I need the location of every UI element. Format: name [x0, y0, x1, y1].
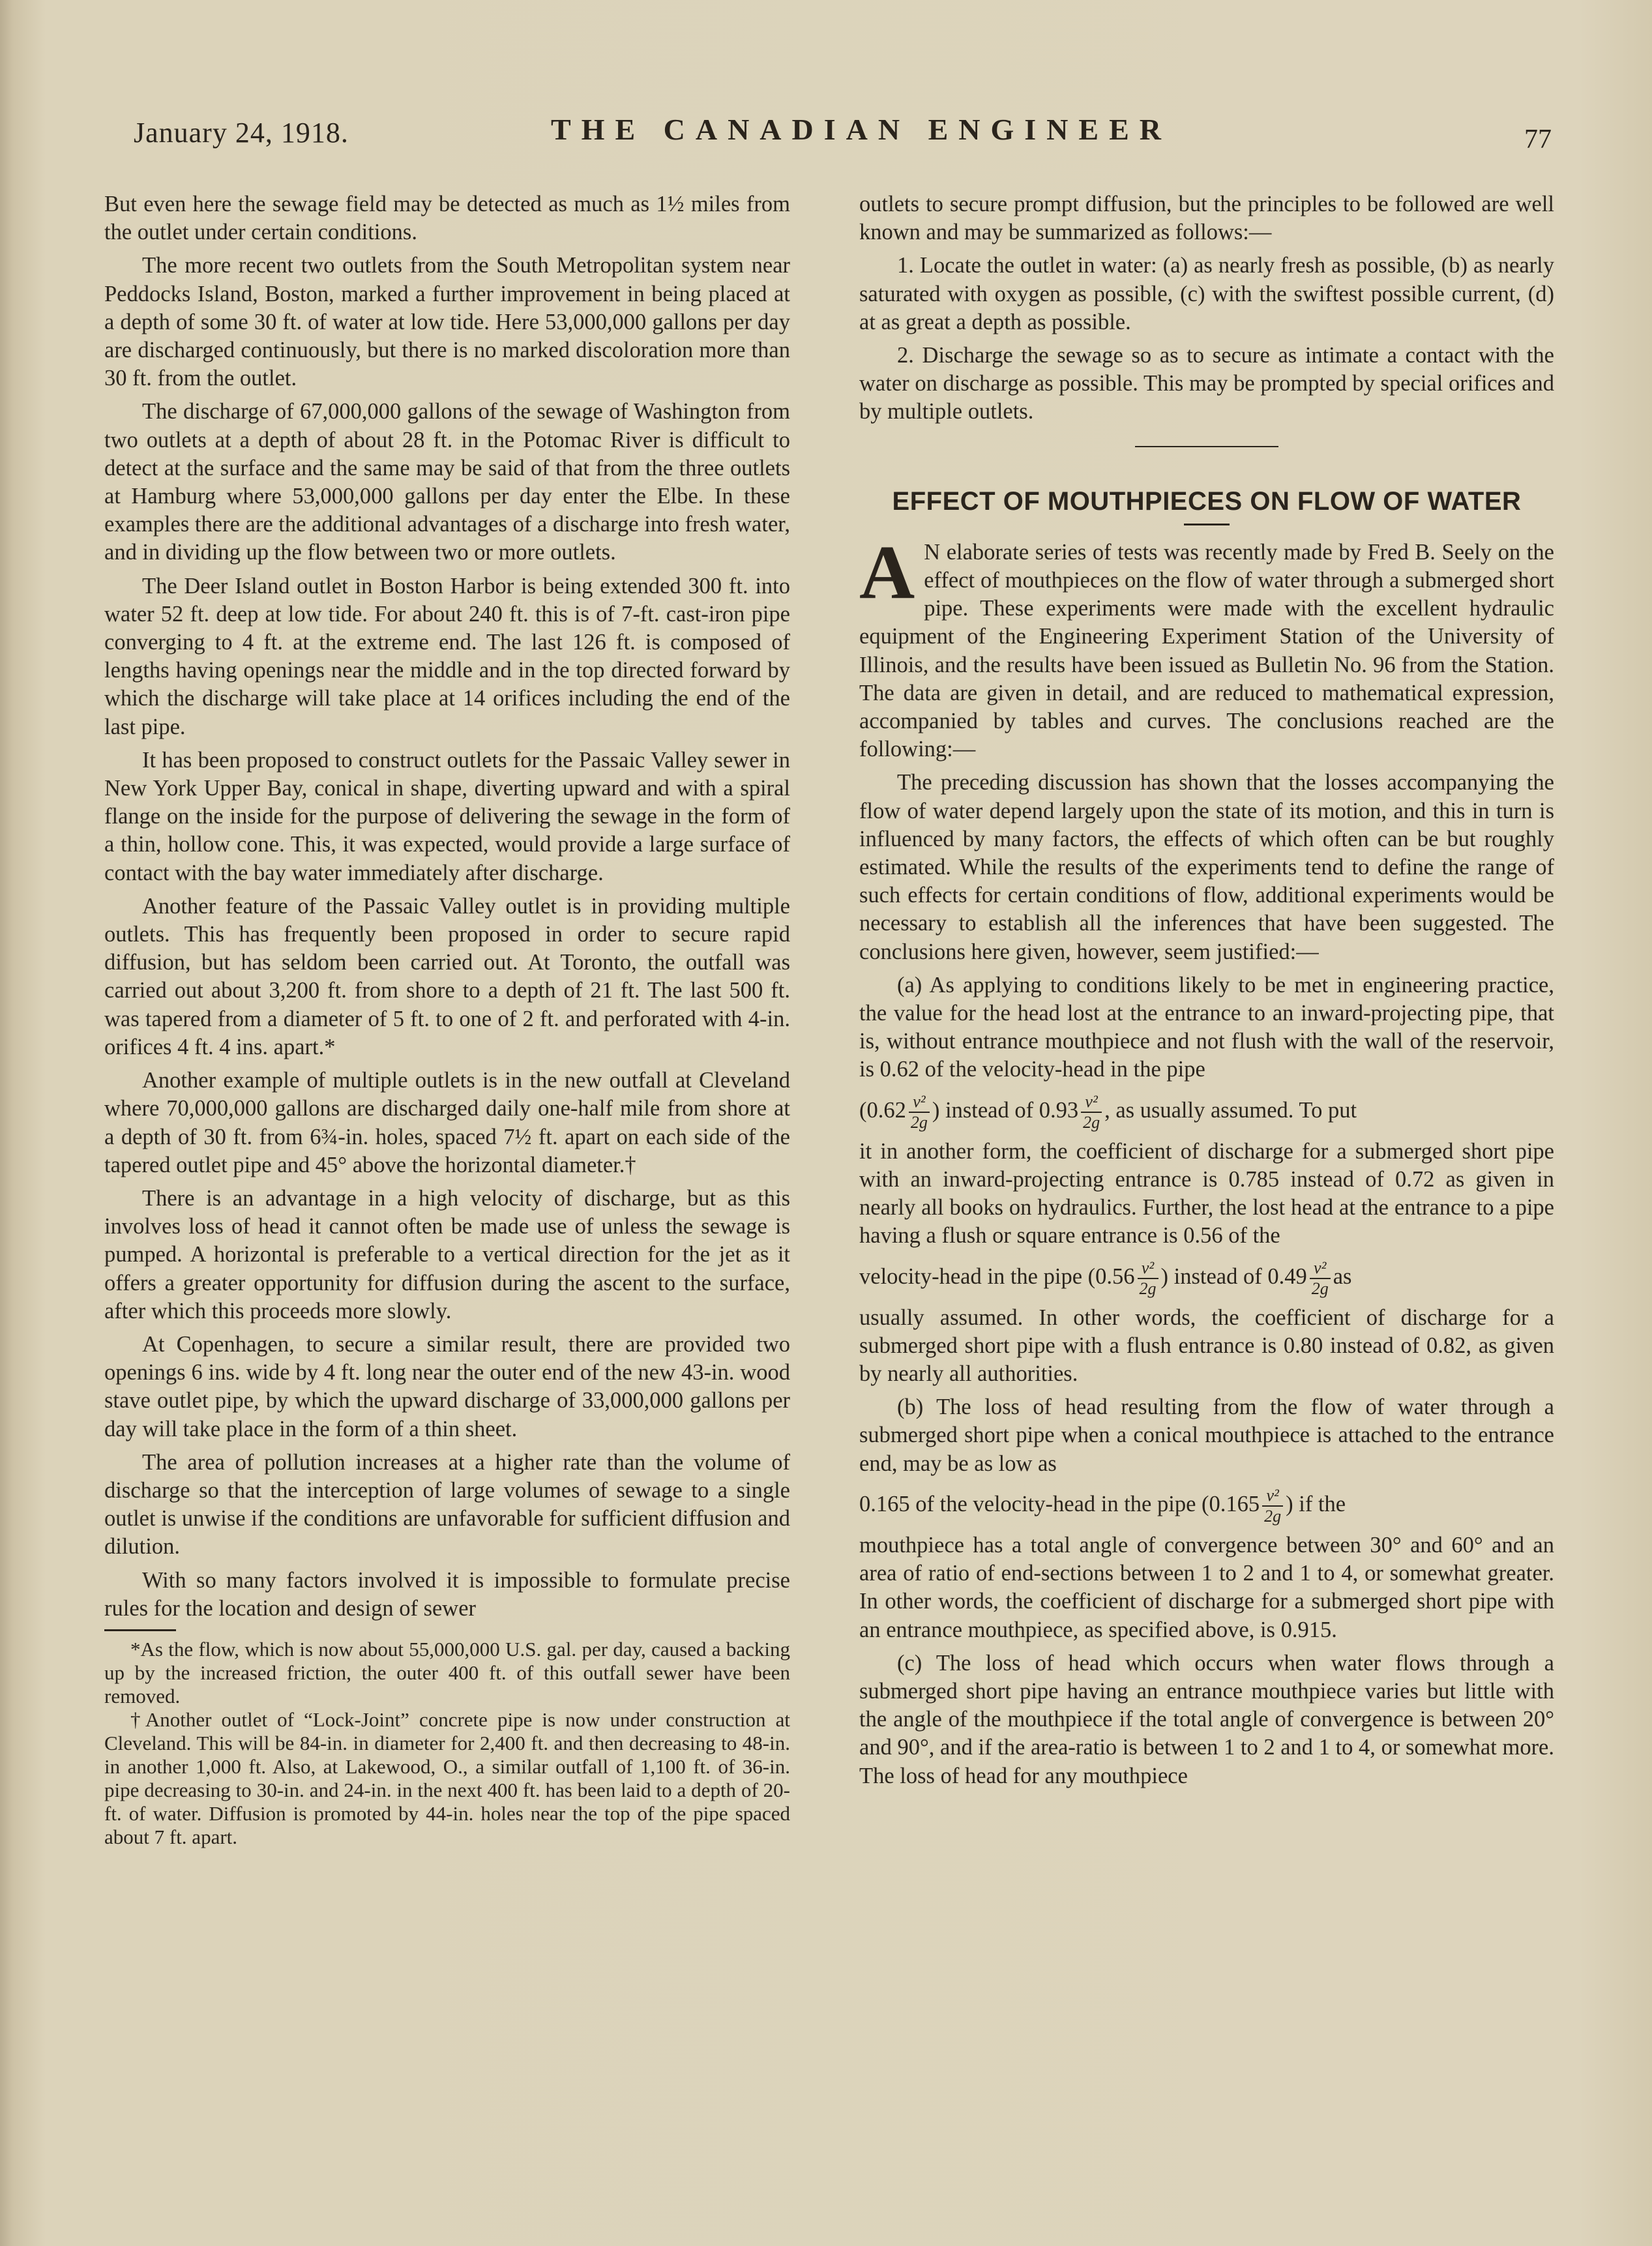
text-run: (a) As applying to conditions likely to be met in engineering practice, the value for the head lost at the entrance to an inward-projecting pipe, that is, without entrance mouthpiece and not flush with the wall of the reservoir, is 0.62 of the velocity-head in the pipe	[859, 972, 1554, 1082]
fraction-numerator: v²	[909, 1092, 930, 1113]
paragraph-continuation: mouthpiece has a total angle of convergence between 30° and 60° and an area of ratio of end-sections between 1 to 2 and 1 to 4, or somewhat greater. In other words, the coefficient of discharge for a submerged short pipe with an entrance mouthpiece, as specified above, is 0.915.	[859, 1532, 1554, 1642]
rule-item: 1. Locate the outlet in water: (a) as nearly fresh as possible, (b) as nearly saturated with oxygen as possible, (c) with the swiftest possible current, (d) at as great a depth as possible.	[859, 253, 1554, 334]
text-run: (0.62	[859, 1097, 906, 1123]
paragraph: It has been proposed to construct outlets for the Passaic Valley sewer in New York Upper Bay, conical in shape, diverting upward and with a spiral flange on the inside for the purpose of delivering the sewage in the form of a thin, hollow cone. This, it was expected, would provide a large surface of contact with the bay water immediately after discharge.	[104, 747, 790, 885]
paragraph: The preceding discussion has shown that the losses accompanying the flow of water depend largely upon the state of its motion, and this in turn is influenced by many factors, the effects of which often can be but roughly estimated. While the results of the experiments tend to define the range of such effects for certain conditions of flow, additional experiments would be necessary to establish all the inferences that have been suggested. The conclusions here given, however, seem justified:—	[859, 770, 1554, 964]
velocity-head-fraction	[1081, 1092, 1102, 1132]
fraction-denominator: 2g	[1139, 1278, 1157, 1298]
page-header	[134, 110, 1552, 162]
text-run: velocity-head in the pipe (0.56	[859, 1263, 1135, 1289]
left-column	[104, 190, 790, 1849]
paragraph-continuation: usually assumed. In other words, the coefficient of discharge for a submerged short pipe with a flush entrance is 0.80 instead of 0.82, as given by nearly all authorities.	[859, 1305, 1554, 1387]
velocity-head-fraction	[909, 1092, 930, 1132]
text-run: ) instead of 0.93	[932, 1097, 1079, 1123]
article-intro	[859, 529, 1554, 764]
journal-title: THE CANADIAN ENGINEER	[551, 113, 1172, 146]
conclusion-a	[859, 971, 1554, 1084]
formula-line	[859, 1256, 1554, 1299]
paragraph: At Copenhagen, to secure a similar result, there are provided two openings 6 ins. wide by 4 ft. long near the outer end of the new 43-in. wood stave outlet pipe, by which the upward discharge of 33,000,000 gallons per day will take place in the form of a thin sheet.	[104, 1331, 790, 1441]
paragraph: The Deer Island outlet in Boston Harbor is being extended 300 ft. into water 52 ft. deep at low tide. For about 240 ft. this is of 7-ft. cast-iron pipe converging to 4 ft. at the extreme end. The last 126 ft. is composed of lengths having openings near the middle and in the top directed forward by which the discharge will take place at 14 orifices including the end of the last pipe.	[104, 573, 790, 739]
fraction-numerator: v²	[1310, 1258, 1331, 1279]
issue-date: January 24, 1918.	[134, 117, 349, 149]
conclusion-b: (b) The loss of head resulting from the flow of water through a submerged short pipe when a conical mouthpiece is attached to the entrance end, may be as low as	[859, 1395, 1554, 1476]
footnotes	[104, 1638, 790, 1849]
section-divider	[1135, 446, 1278, 447]
velocity-head-fraction	[1262, 1486, 1283, 1526]
text-run: 0.165 of the velocity-head in the pipe (0.165	[859, 1491, 1260, 1516]
fraction-numerator: v²	[1081, 1092, 1102, 1113]
paragraph: Another example of multiple outlets is in the new outfall at Cleveland where 70,000,000 gallons are discharged daily one-half mile from shore at a depth of 30 ft. from 6¾-in. holes, spaced 7½ ft. apart on each side of the tapered outlet pipe and 45° above the horizontal diameter.†	[104, 1068, 790, 1177]
fraction-numerator: v²	[1262, 1486, 1283, 1507]
paragraph: outlets to secure prompt diffusion, but the principles to be followed are well known and may be summarized as follows:—	[859, 192, 1554, 245]
fraction-denominator: 2g	[1311, 1278, 1329, 1298]
intro-text: N elaborate series of tests was recently made by Fred B. Seely on the effect of mouthpieces on the flow of water through a submerged short pipe. These experiments were made with the excellent hydraulic equipment of the Engineering Experiment Station of the University of Illinois, and the results have been issued as Bulletin No. 96 from the Station. The data are given in detail, and are reduced to mathematical expression, accompanied by tables and curves. The conclusions reached are the following:—	[859, 539, 1554, 762]
text-run: as	[1333, 1263, 1352, 1289]
text-run: ) instead of 0.49	[1160, 1263, 1307, 1289]
fraction-denominator: 2g	[910, 1112, 928, 1132]
paragraph: The area of pollution increases at a higher rate than the volume of discharge so that the interception of large volumes of sewage to a single outlet is unwise if the conditions are unfavorable for sufficient diffusion and dilution.	[104, 1449, 790, 1559]
paragraph: There is an advantage in a high velocity of discharge, but as this involves loss of head it cannot often be made use of unless the sewage is pumped. A horizontal is preferable to a vertical direction for the jet as it offers a greater opportunity for diffusion during the ascent to the surface, after which this proceeds more slowly.	[104, 1185, 790, 1323]
footnote: *As the flow, which is now about 55,000,000 U.S. gal. per day, caused a backing up by the increased friction, the outer 400 ft. of this outfall sewer have been removed.	[104, 1637, 790, 1707]
text-run: , as usually assumed. To put	[1104, 1097, 1357, 1123]
conclusion-c: (c) The loss of head which occurs when water flows through a submerged short pipe having an entrance mouthpiece varies but little with the angle of the mouthpiece if the total angle of convergence is between 20° and 90°, and if the area-ratio is between 1 to 2 and 1 to 4, or somewhat more. The loss of head for any mouthpiece	[859, 1650, 1554, 1788]
footnote-divider	[104, 1629, 176, 1631]
formula-line	[859, 1483, 1554, 1526]
paragraph: The discharge of 67,000,000 gallons of the sewage of Washington from two outlets at a depth of about 28 ft. in the Potomac River is difficult to detect at the surface and the same may be said of that from the three outlets at Hamburg where 53,000,000 gallons per day enter the Elbe. In these examples there are the additional advantages of a discharge into fresh water, and in dividing up the flow between two or more outlets.	[104, 399, 790, 565]
fraction-denominator: 2g	[1264, 1506, 1282, 1526]
page-number: 77	[1524, 125, 1552, 155]
footnote: †Another outlet of “Lock-Joint” concrete pipe is now under construction at Cleveland. This will be 84-in. in diameter for 2,400 ft. and then decreasing to 48-in. in another 1,000 ft. Also, at Lakewood, O., a similar outfall of 1,100 ft. of 36-in. pipe decreasing to 30-in. and 24-in. in the next 400 ft. has been laid to a depth of 20-ft. of water. Diffusion is promoted by 44-in. holes near the top of the pipe spaced about 7 ft. apart.	[104, 1707, 790, 1848]
title-underline	[1184, 524, 1230, 525]
paragraph: With so many factors involved it is impossible to formulate precise rules for the location and design of sewer	[104, 1567, 790, 1621]
rule-item: 2. Discharge the sewage so as to secure as intimate a contact with the water on discharge as possible. This may be prompted by special orifices and by multiple outlets.	[859, 343, 1554, 424]
paragraph-continuation: it in another form, the coefficient of discharge for a submerged short pipe with an inward-projecting entrance is 0.785 instead of 0.72 as given in nearly all books on hydraulics. Further, the lost head at the entrance to a pipe having a flush or square entrance is 0.56 of the	[859, 1138, 1554, 1249]
right-column	[859, 190, 1554, 1795]
text-run: ) if the	[1286, 1491, 1346, 1516]
velocity-head-fraction	[1310, 1258, 1331, 1299]
velocity-head-fraction	[1138, 1258, 1158, 1299]
article-title: EFFECT OF MOUTHPIECES ON FLOW OF WATER	[892, 486, 1522, 516]
paragraph: Another feature of the Passaic Valley outlet is in providing multiple outlets. This has frequently been proposed in order to secure rapid diffusion, but has seldom been carried out. At Toronto, the outfall was carried out about 3,200 ft. from shore to a depth of 21 ft. The last 500 ft. was tapered from a diameter of 5 ft. to one of 2 ft. and perforated with 4-in. orifices 4 ft. 4 ins. apart.*	[104, 893, 790, 1059]
formula-line	[859, 1089, 1554, 1132]
fraction-denominator: 2g	[1083, 1112, 1100, 1132]
paragraph: But even here the sewage field may be detected as much as 1½ miles from the outlet under certain conditions.	[104, 192, 790, 245]
paragraph: The more recent two outlets from the South Metropolitan system near Peddocks Island, Boston, marked a further improvement in being placed at a depth of some 30 ft. of water at low tide. Here 53,000,000 gallons per day are discharged continuously, but there is no marked discoloration more than 30 ft. from the outlet.	[104, 253, 790, 391]
fraction-numerator: v²	[1138, 1258, 1158, 1279]
drop-cap: A	[859, 529, 915, 615]
